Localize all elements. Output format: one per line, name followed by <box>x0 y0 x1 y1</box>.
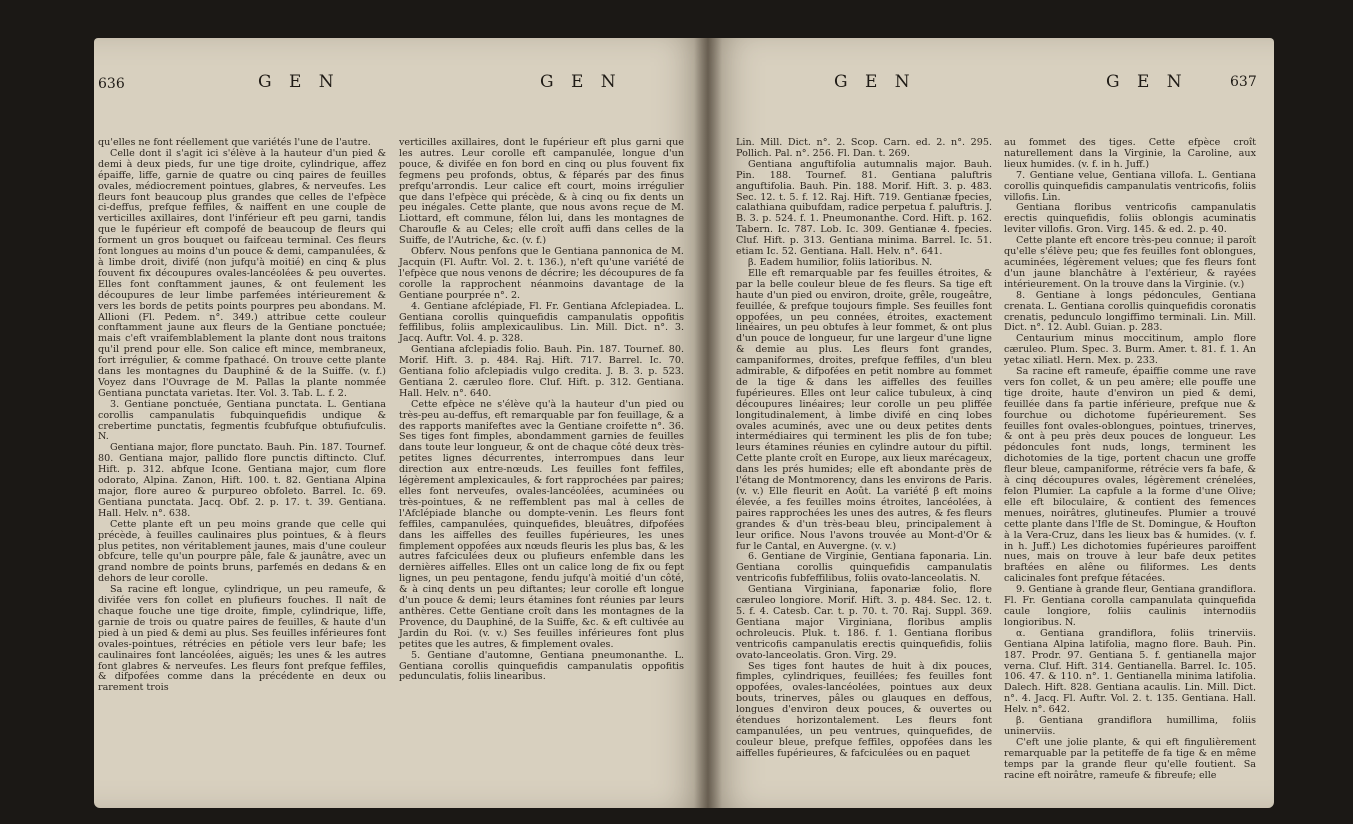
page-number-right: 637 <box>1230 74 1257 90</box>
paragraph: 6. Gentiane de Virginie, Gentiana faponaria. Lin. Gentiana corollis quinquefidis campanulatis ventricofis fubfeffilibus, foliis ovato-lanceolatis. N. <box>736 551 992 585</box>
book-gutter <box>694 38 722 808</box>
paragraph: verticilles axillaires, dont le fupérieur eft plus garni que les autres. Leur corolle eft campanulée, longue d'un pouce, & divifée en fon bord en cinq ou plus fouvent fix fegmens peu profonds, obtus, & féparés par des finus prefqu'arrondis. Leur calice eft court, moins irrégulier que dans l'efpèce qui précède, & à cinq ou fix dents un peu inégales. Cette plante, que nous avons reçue de M. Liottard, eft commune, félon lui, dans les montagnes de Charoufle & au Celes; elle croît auffi dans celles de la Suiffe, de l'Autriche, &c. (v. f.) <box>399 137 684 247</box>
left-page <box>94 38 708 808</box>
paragraph: Gentiana afclepiadis folio. Bauh. Pin. 187. Tournef. 80. Morif. Hift. 3. p. 484. Raj. Hift. 717. Barrel. Ic. 70. Gentiana folio afclepiadis vulgo credita. J. B. 3. p. 523. Gentiana 2. cæruleo flore. Cluf. Hift. p. 312. Gentiana. Hall. Helv. n°. 640. <box>399 344 684 399</box>
running-head-left-col1: G E N <box>258 72 340 92</box>
paragraph: α. Gentiana grandiflora, foliis trinerviis. Gentiana Alpina latifolia, magno flore. Bauh. Pin. 187. Prodr. 97. Gentiana 5. f. gentianella major verna. Cluf. Hift. 314. Gentianella. Barrel. Ic. 105. 106. 47. & 110. n°. 1. Gentianella minima latifolia. Dalech. Hift. 828. Gentiana acaulis. Lin. Mill. Dict. n°. 4. Jacq. Fl. Auftr. Vol. 2. t. 135. Gentiana. Hall. Helv. n°. 642. <box>1004 627 1256 716</box>
paragraph: 8. Gentiane à longs pédoncules, Gentiana crenata. L. Gentiana corollis quinquefidis coronatis crenatis, pedunculo longiffimo terminali. Lin. Mill. Dict. n°. 12. Aubl. Guian. p. 283. <box>1004 289 1256 334</box>
paragraph: C'eft une jolie plante, & qui eft fingulièrement remarquable par la petiteffe de fa tige & en même temps par la grande fleur qu'elle foutient. Sa racine eft noirâtre, rameufe & fibreufe; elle <box>1004 736 1256 781</box>
paragraph: Gentiana anguftifolia autumnalis major. Bauh. Pin. 188. Tournef. 81. Gentiana paluftris anguftifolia. Bauh. Pin. 188. Morif. Hift. 3. p. 483. Sec. 12. t. 5. f. 12. Raj. Hift. 719. Gentianæ fpecies, calathiana quibufdam, radice perpetua f. paluftris. J. B. 3. p. 524. f. 1. Pneumonanthe. Cord. Hift. p. 162. Tabern. Ic. 787. Lob. Ic. 309. Gentianæ 4. fpecies. Cluf. Hift. p. 313. Gentiana minima. Barrel. Ic. 51. etiam Ic. 52. Gentiana. Hall. Helv. n°. 641. <box>736 158 992 258</box>
paragraph: Centaurium minus moccitinum, amplo flore cæruleo. Plum. Spec. 3. Burm. Amer. t. 81. f. 1. An yetac xiliatl. Hern. Mex. p. 233. <box>1004 333 1256 367</box>
left-column-1 <box>98 138 386 694</box>
right-column-2 <box>1004 138 1256 781</box>
paragraph: Gentiana Virginiana, faponariæ folio, flore cæruleo longiore. Morif. Hift. 3. p. 484. Sec. 12. t. 5. f. 4. Catesb. Car. t. p. 70. t. 70. Raj. Suppl. 369. Gentiana major Virginiana, floribus amplis ochroleucis. Pluk. t. 186. f. 1. Gentiana floribus ventricofis campanulatis erectis quinquefidis, foliis ovato-lanceolatis. Gron. Virg. 29. <box>736 584 992 661</box>
right-page <box>708 38 1274 808</box>
paragraph: Lin. Mill. Dict. n°. 2. Scop. Carn. ed. 2. n°. 295. Pollich. Pal. n°. 256. Fl. Dan. t. 269. <box>736 137 992 159</box>
paragraph: qu'elles ne font réellement que variétés l'une de l'autre. <box>98 137 371 148</box>
paragraph: 4. Gentiane afclépiade, Fl. Fr. Gentiana Afclepiadea. L. Gentiana corollis quinquefidis campanulatis oppofitis feffilibus, foliis amplexicaulibus. Lin. Mill. Dict. n°. 3. Jacq. Auftr. Vol. 4. p. 328. <box>399 300 684 345</box>
paragraph: Gentiana major, flore punctato. Bauh. Pin. 187. Tournef. 80. Gentiana major, pallido flore punctis diftincto. Cluf. Hift. p. 312. abfque Icone. Gentiana major, cum flore odorato, Alpina. Zanon, Hift. 100. t. 82. Gentiana Alpina major, flore aureo & purpureo obfoleto. Barrel. Ic. 69. Gentiana punctata. Jacq. Obf. 2. p. 17. t. 39. Gentiana. Hall. Helv. n°. 638. <box>98 442 386 519</box>
paragraph: au fommet des tiges. Cette efpèce croît naturellement dans la Virginie, la Caroline, aux lieux humides. (v. f. in h. Juff.) <box>1004 137 1256 170</box>
paragraph: Ses tiges font hautes de huit à dix pouces, fimples, cylindriques, feuillées; fes feuilles font oppofées, ovales-lancéolées, pointues aux deux bouts, trinerves, pâles ou glauques en deffous, longues d'environ deux pouces, & ouvertes ou étendues horizontalement. Les fleurs font campanulées, un peu ventrues, quinquefides, de couleur bleue, prefque feffiles, oppofées dans les aiffelles fupérieures, & fafciculées ou en paquet <box>736 660 992 759</box>
paragraph: 3. Gentiane ponctuée, Gentiana punctata. L. Gentiana corollis campanulatis fubquinquefidis undique & crebertime punctatis, fegmentis fcubfufque obtufiufculis. N. <box>98 398 386 443</box>
paragraph: β. Gentiana grandiflora humillima, foliis uninerviis. <box>1004 715 1256 737</box>
paragraph: Sa racine eft rameufe, épaiffie comme une rave vers fon collet, & un peu amère; elle pouffe une tige droite, haute d'environ un pied & demi, feuillée dans fa partie inférieure, prefque nue & fourchue ou dichotome fupérieurement. Ses feuilles font ovales-oblongues, pointues, trinerves, & ont à peu près deux pouces de longueur. Les pédoncules font nuds, longs, terminent les dichotomies de la tige, portent chacun une groffe fleur bleue, campaniforme, rétrécie vers fa bafe, & à cinq découpures ovales, légèrement crénelées, felon Plumier. La capfule a la forme d'une Olive; elle eft biloculaire, & contient des femences menues, noirâtres, glutineufes. Plumier a trouvé cette plante dans l'Ifle de St. Domingue, & Houfton à la Vera-Cruz, dans les lieux bas & humides. (v. f. in h. Juff.) Les dichotomies fupérieures paroiffent nues, mais on trouve à leur bafe deux petites braftées en alêne ou filiformes. Les dents calicinales font prefque fétacées. <box>1004 366 1256 585</box>
paragraph: Sa racine eft longue, cylindrique, un peu rameufe, & divifée vers fon collet en plufieurs fouches. Il naît de chaque fouche une tige droite, fimple, cylindrique, liffe, garnie de trois ou quatre paires de feuilles, & haute d'un pied à un pied & demi au plus. Ses feuilles inférieures font ovales-pointues, rétrécies en pétiole vers leur bafe; les caulinaires font lancéolées, aiguës; les unes & les autres font glabres & nerveufes. Les fleurs font prefque feffiles, & difpofées comme dans la précédente en deux ou rarement trois <box>98 584 386 694</box>
running-head-right-col1: G E N <box>834 72 916 92</box>
paragraph: 9. Gentiane à grande fleur, Gentiana grandiflora. Fl. Fr. Gentiana corolla campanulata quinquefida caule longiore, foliis caulinis internodiis longioribus. N. <box>1004 584 1256 628</box>
left-column-2 <box>399 138 684 683</box>
paragraph: Obferv. Nous penfons que le Gentiana pannonica de M. Jacquin (Fl. Auftr. Vol. 2. t. 136.), n'eft qu'une variété de l'efpèce que nous venons de décrire; les découpures de fa corolle la rapprochent néanmoins davantage de la Gentiane pourprée n°. 2. <box>399 246 684 301</box>
running-head-right-col2: G E N <box>1106 72 1188 92</box>
paragraph: Cette plante eft un peu moins grande que celle qui précède, à feuilles caulinaires plus pointues, & à fleurs plus petites, non véritablement jaunes, mais d'une couleur obfcure, telle qu'un pourpre pâle, fale & jaunâtre, avec un grand nombre de points bruns, parfemés en dedans & en dehors de leur corolle. <box>98 518 386 585</box>
paragraph: 7. Gentiane velue, Gentiana villofa. L. Gentiana corollis quinquefidis campanulatis ventricofis, foliis villofis. Lin. <box>1004 169 1256 203</box>
right-column-1 <box>736 138 992 760</box>
paragraph: Elle eft remarquable par fes feuilles étroites, & par la belle couleur bleue de fes fleurs. Sa tige eft haute d'un pied ou environ, droite, grêle, rougeâtre, feuillée, & prefque toujours fimple. Ses feuilles font oppofées, un peu connées, étroites, exactement linéaires, un peu obtufes à leur fommet, & ont plus d'un pouce de longueur, fur une largeur d'une ligne & demie au plus. Les fleurs font grandes, campaniformes, droites, prefque feffiles, d'un bleu admirable, & difpofées en petit nombre au fommet de la tige & dans les aiffelles des feuilles fupérieures. Elles ont leur calice tubuleux, à cinq découpures linéaires; leur corolle un peu pliffée longitudinalement, à limbe divifé en cinq lobes ovales acuminés, avec une ou deux petites dents intermédiaires qui terminent les plis de fon tube; leurs étamines réunies en cylindre autour du piftil. Cette plante croît en Europe, aux lieux marécageux, dans les prés humides; elle eft abondante près de l'étang de Montmorency, dans les environs de Paris. (v. v.) Elle fleurit en Août. La variété β eft moins élevée, a fes feuilles moins étroites, lancéolées, à paires rapprochées les unes des autres, & fes fleurs grandes & d'un très-beau bleu, principalement à leur orifice. Nous l'avons trouvée au Mont-d'Or & fur le Cantal, en Auvergne. (v. v.) <box>736 267 992 552</box>
paragraph: Celle dont il s'agit ici s'élève à la hauteur d'un pied & demi à deux pieds, fur une tige droite, cylindrique, affez épaiffe, liffe, garnie de quatre ou cinq paires de feuilles ovales, médiocrement pointues, glabres, & nerveufes. Les fleurs font beaucoup plus grandes que celles de l'efpèce ci-deffus, prefque feffiles, & naiffent en une couple de verticilles axillaires, dont l'inférieur eft peu garni, tandis que le fupérieur eft compofé de beaucoup de fleurs qui forment un gros bouquet ou faifceau terminal. Ces fleurs font longues au moins d'un pouce & demi, campanulées, & à limbe droit, divifé (non jufqu'à moitié) en cinq & plus fouvent fix découpures ovales-lancéolées & peu ouvertes. Elles font conftamment jaunes, & ont feulement les découpures de leur limbe parfemées intérieurement & vers les bords de petits points pourpres peu abondans. M. Allioni (Fl. Pedem. n°. 349.) attribue cette couleur conftamment jaune aux fleurs de la Gentiane ponctuée; mais c'eft vraifemblablement la plante dont nous traitons qu'il prend pour elle. Son calice eft mince, membraneux, fort irrégulier, & comme fpathacé. On trouve cette plante dans les montagnes du Dauphiné & de la Suiffe. (v. f.) Voyez dans l'Ouvrage de M. Pallas la plante nommée Gentiana punctata varietas. Iter. Vol. 3. Tab. L. f. 2. <box>98 147 386 399</box>
running-head-left-col2: G E N <box>540 72 622 92</box>
paragraph: Cette plante eft encore très-peu connue; il paroît qu'elle s'élève peu; que fes feuilles font oblongues, acuminées, légèrement velues; que fes fleurs font d'un jaune blanchâtre à l'extérieur, & rayées intérieurement. On la trouve dans la Virginie. (v.) <box>1004 235 1256 290</box>
paragraph: Cette efpèce ne s'élève qu'à la hauteur d'un pied ou très-peu au-deffus, eft remarquable par fon feuillage, & a des rapports manifeftes avec la Gentiane croifette n°. 36. Ses tiges font fimples, abondamment garnies de feuilles dans toute leur longueur, & ont de chaque côté deux très-petites lignes décurrentes, interrompues dans leur direction aux entre-nœuds. Les feuilles font feffiles, légèrement amplexicaules, & fort rapprochées par paires; elles font nerveufes, ovales-lancéolées, acuminées ou très-pointues, & ne reffemblent pas mal à celles de l'Afclépiade blanche ou dompte-venin. Les fleurs font feffiles, campanulées, quinquefides, bleuâtres, difpofées dans les aiffelles des feuilles fupérieures, les unes fimplement oppofées aux nœuds fleuris les plus bas, & les autres fafciculées deux ou plufieurs enfemble dans les dernières aiffelles. Elles ont un calice long de fix ou fept lignes, un peu pentagone, fendu jufqu'à moitié d'un côté, & à cinq dents un peu diftantes; leur corolle eft longue d'un pouce & demi; leurs étamines font réunies par leurs anthères. Cette Gentiane croît dans les montagnes de la Provence, du Dauphiné, de la Suiffe, &c. & eft cultivée au Jardin du Roi. (v. v.) Ses feuilles inférieures font plus petites que les autres, & fimplement ovales. <box>399 398 684 650</box>
paragraph: 5. Gentiane d'automne, Gentiana pneumonanthe. L. Gentiana corollis quinquefidis campanulatis oppofitis pedunculatis, foliis linearibus. <box>399 649 684 683</box>
paragraph: Gentiana floribus ventricofis campanulatis erectis quinquefidis, foliis oblongis acuminatis leviter villofis. Gron. Virg. 145. & ed. 2. p. 40. <box>1004 202 1256 236</box>
paragraph: β. Eadem humilior, foliis latioribus. N. <box>748 256 933 268</box>
page-number-left: 636 <box>98 76 125 92</box>
